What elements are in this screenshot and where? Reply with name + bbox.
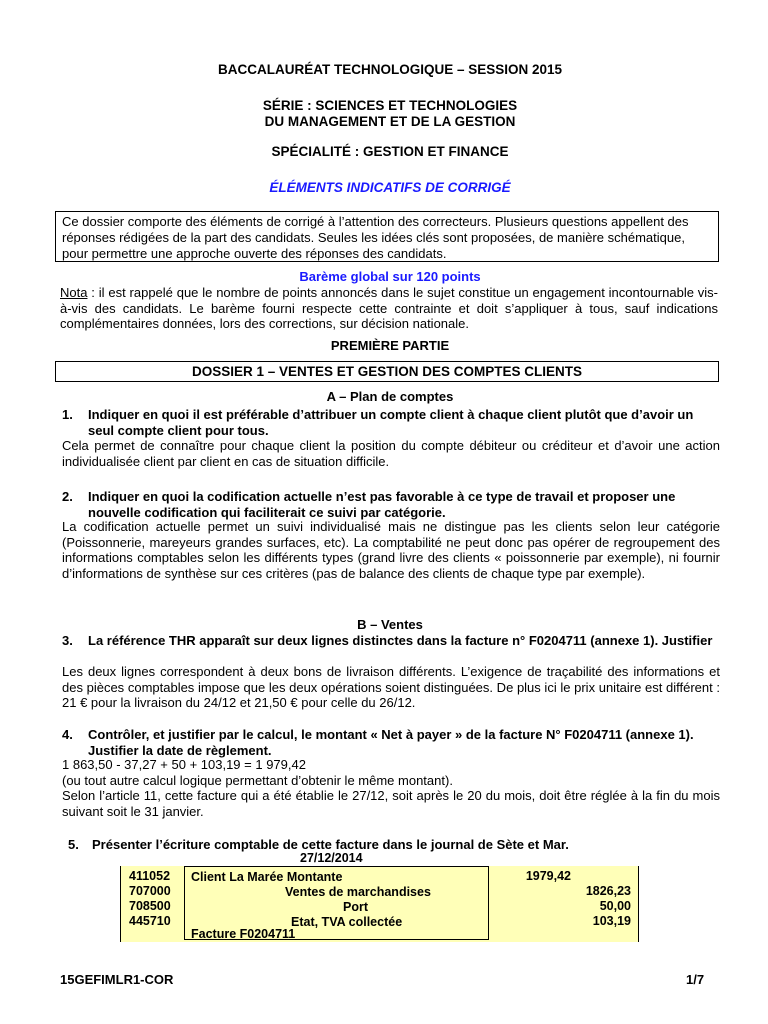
account-codes	[129, 869, 171, 929]
calc-note: (ou tout autre calcul logique permettant d’obtenir le même montant).	[62, 772, 453, 788]
question-number: 1.	[62, 407, 73, 422]
credit-amount: 103,19	[592, 914, 631, 928]
question-1	[62, 407, 722, 438]
dossier-title: DOSSIER 1 – VENTES ET GESTION DES COMPTES CLIENTS	[55, 361, 719, 382]
credit-amount: 1826,23	[585, 884, 631, 898]
answer-3: Les deux lignes correspondent à deux bons de livraison différents. L’exigence de traçabilité des informations et des pièces comptables impose que les deux opérations soient distinguées. De plus ici le prix unitaire est différent : 21 € pour la livraison du 24/12 et 21,50 € pour celle du 26/12.	[62, 664, 720, 710]
question-text: Contrôler, et justifier par le calcul, le montant « Net à payer » de la facture N° F0204711 (annexe 1). Justifier la date de règlement.	[88, 727, 694, 758]
account-code: 708500	[129, 899, 171, 913]
section-b-title: B – Ventes	[357, 617, 423, 632]
account-code: 707000	[129, 884, 171, 898]
question-text: Indiquer en quoi la codification actuelle n’est pas favorable à ce type de travail et proposer une nouvelle codification qui faciliterait ce suivi par catégorie.	[88, 489, 676, 520]
label-ventes: Ventes de marchandises	[285, 885, 431, 899]
labels-box	[184, 866, 489, 940]
account-code: 445710	[129, 914, 171, 928]
nota-label: Nota	[60, 285, 88, 300]
label-port: Port	[343, 900, 368, 914]
intro-box	[55, 211, 719, 262]
partie-title: PREMIÈRE PARTIE	[330, 338, 450, 353]
payment-date-justification: Selon l’article 11, cette facture qui a été établie le 27/12, soit après le 20 du mois, doit être réglée à la fin du mois suivant soit le 31 janvier.	[62, 788, 720, 819]
section-a-title: A – Plan de comptes	[326, 389, 454, 404]
serie-line-1: SÉRIE : SCIENCES ET TECHNOLOGIES	[262, 98, 518, 113]
answer-2: La codification actuelle permet un suivi individualisé mais ne distingue pas les clients selon leur catégorie (Poissonnerie, mareyeurs grandes surfaces, etc). La comptabilité ne peut donc pas opérer de regroupement des informations comptables selon les différents types (grand livre des clients « poissonnerie par exemple), ni fournir d’informations de synthèse sur ces critères (pas de balance des clients de chaque type par exemple).	[62, 519, 720, 581]
answer-4	[62, 757, 720, 819]
question-number: 3.	[62, 633, 73, 648]
calc-line: 1 863,50 - 37,27 + 50 + 103,19 = 1 979,42	[62, 757, 306, 772]
account-code: 411052	[129, 869, 171, 883]
answer-1: Cela permet de connaître pour chaque client la position du compte débiteur ou créditeur et d’avoir une action individualisée client par client en cas de situation difficile.	[62, 438, 720, 469]
question-text: La référence THR apparaît sur deux lignes distinctes dans la facture n° F0204711 (annexe 1). Justifier	[88, 633, 713, 648]
credit-amount: 50,00	[599, 899, 631, 913]
question-text: Indiquer en quoi il est préférable d’attribuer un compte client à chaque client plutôt que d’avoir un seul compte client pour tous.	[88, 407, 694, 438]
journal-date: 27/12/2014	[300, 851, 363, 865]
specialite: SPÉCIALITÉ : GESTION ET FINANCE	[271, 144, 509, 159]
question-3	[62, 633, 722, 649]
exam-title: BACCALAURÉAT TECHNOLOGIQUE – SESSION 2015	[217, 62, 563, 77]
bareme-title: Barème global sur 120 points	[299, 269, 481, 284]
footer-code: 15GEFIMLR1-COR	[60, 972, 174, 987]
corrige-title: ÉLÉMENTS INDICATIFS DE CORRIGÉ	[269, 180, 511, 195]
journal-entry	[120, 866, 639, 942]
question-2	[62, 489, 722, 520]
question-number: 5.	[68, 837, 79, 852]
label-facture: Facture F0204711	[191, 927, 296, 941]
debit-amount: 1979,42	[525, 869, 571, 883]
nota-paragraph	[60, 285, 718, 332]
serie-line-2: DU MANAGEMENT ET DE LA GESTION	[264, 114, 516, 129]
label-tva: Etat, TVA collectée	[291, 915, 403, 929]
question-number: 4.	[62, 727, 73, 742]
question-text: Présenter l’écriture comptable de cette facture dans le journal de Sète et Mar.	[92, 837, 569, 852]
label-client: Client La Marée Montante	[191, 870, 343, 884]
question-number: 2.	[62, 489, 73, 504]
question-4	[62, 727, 722, 758]
credit-amounts	[571, 884, 631, 929]
intro-text: Ce dossier comporte des éléments de corrigé à l’attention des correcteurs. Plusieurs questions appellent des réponses rédigées de la part des candidats. Seules les idées clés sont proposées, de manière schématique, pour permettre une approche ouverte des réponses des candidats.	[62, 214, 689, 261]
nota-text: : il est rappelé que le nombre de points annoncés dans le sujet constitue un engagement incontournable vis-à-vis des candidats. Le barème fourni respecte cette contrainte et doit s’appliquer à tous, sauf indications complémentaires données, lors des corrections, sur décision nationale.	[60, 285, 718, 331]
page-number: 1/7	[686, 972, 705, 987]
